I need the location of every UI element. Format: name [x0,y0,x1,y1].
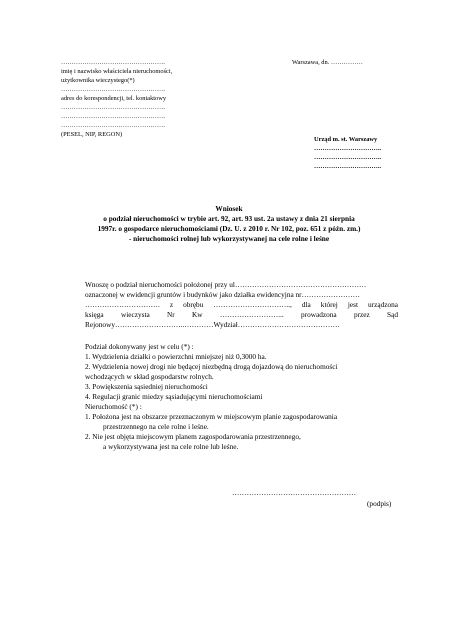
request-line-2: oznaczonej w ewidencji gruntów i budynków jako działka ewidencyjna nr…………………… [85,290,360,299]
property-item-1-cont: przestrzennego na cele rolne i leśne. [103,422,209,431]
title-wniosek: Wniosek [215,204,243,213]
purpose-item-1: 1. Wydzielenia działki o powierzchni mniejszej niż 0,3000 ha. [85,352,267,361]
purpose-heading: Podział dokonywany jest w celu (*) : [85,342,194,351]
request-line-4: księga wieczysta Nr Kw ……………………... prowadzona przez Sąd [85,310,398,319]
addressee-dots-1: ………………………….. [314,145,382,152]
request-line-3: …………………………. z obrębu ………………………….., dla której jest urządzona [85,300,398,309]
addressee-name: Urząd m. st. Warszawy [314,136,378,143]
place-date: Warszawa, dn. …………… [292,59,363,66]
applicant-name-line: …………………………………………. [61,59,165,66]
purpose-item-2: 2. Wydzielenia nowej drogi nie będącej niezbędną drogą dojazdową do nieruchomości [85,362,338,371]
property-item-2: 2. Nie jest objęta miejscowym planem zagospodarowania przestrzennego, [85,432,301,441]
applicant-name-label: imię i nazwisko właściciela nieruchomości, [61,68,173,75]
id-line-1: …………………………………………. [61,104,165,111]
purpose-item-2-cont: wchodzących w skład gospodarstw rolnych. [85,372,214,381]
id-line-3: …………………………………………. [61,122,165,129]
pesel-nip-regon-label: (PESEL, NIP, REGON) [61,131,123,138]
address-label: adres do korespondencji, tel. kontaktowy [61,95,167,102]
title-line-2: 1997r. o gospodarce nieruchomościami (Dz. U. z 2010 r. Nr 102, poz. 651 z późn. zm.) [97,224,361,233]
request-line-1: Wnoszę o podział nieruchomości położonej przy ul……………………………………………… [85,280,367,289]
addressee-dots-3: ………………………….. [314,163,382,170]
signature-label: (podpis) [367,499,392,508]
property-item-2-cont: a wykorzystywana jest na cele rolne lub leśne. [103,442,239,451]
applicant-name-label-cont: użytkownika wieczystego(*) [61,77,135,84]
title-line-1: o podział nieruchomości w trybie art. 92, art. 93 ust. 2a ustawy z dnia 21 sierpnia [103,214,355,223]
title-line-3: - nieruchomości rolnej lub wykorzystywanej na cele rolne i leśne [128,234,330,243]
addressee-dots-2: ………………………….. [314,154,382,161]
purpose-item-3: 3. Powiększenia sąsiedniej nieruchomości [85,382,208,391]
property-item-1: 1. Położona jest na obszarze przeznaczonym w miejscowym planie zagospodarowania [85,412,338,421]
purpose-item-4: 4. Regulacji granic miedzy sąsiadującymi nieruchomościami [85,392,263,401]
address-line: …………………………………………. [61,86,165,93]
signature-line: …………………………………………… [232,488,357,497]
request-line-5: Rejonowy………………………..…………Wydział…………………………………… [85,320,340,329]
property-heading: Nieruchomość (*) : [85,402,142,411]
id-line-2: …………………………………………. [61,113,165,120]
